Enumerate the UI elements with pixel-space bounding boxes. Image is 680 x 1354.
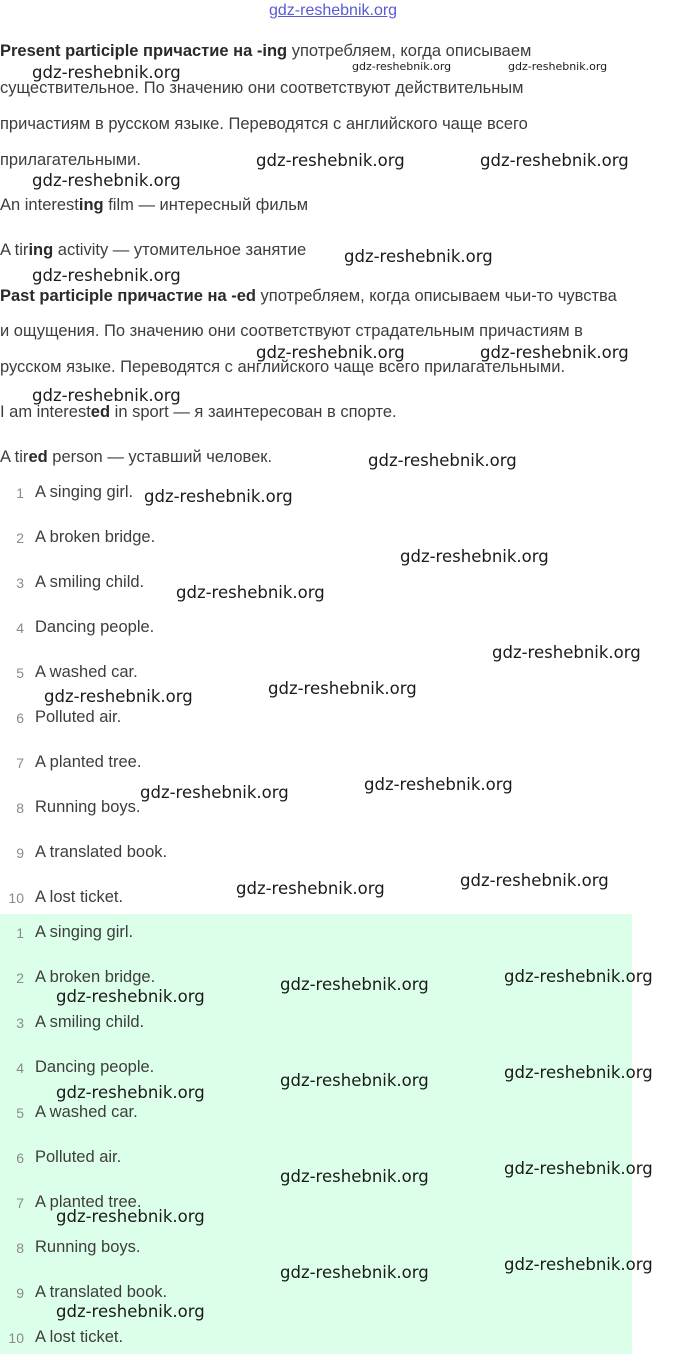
item-text: Running boys. (35, 798, 141, 816)
example-suffix: ing (78, 196, 104, 214)
item-number: 4 (16, 620, 24, 636)
watermark: gdz-reshebnik.org (504, 1255, 653, 1274)
present-line-3: причастиям в русском языке. Переводятся с английского чаще всего (0, 115, 528, 133)
item-text: A lost ticket. (35, 1328, 124, 1346)
item-text: A washed car. (35, 1103, 138, 1121)
item-number: 2 (16, 970, 24, 986)
example-text: I am interest (0, 403, 91, 421)
example-suffix: ed (28, 448, 48, 466)
item-text: Running boys. (35, 1238, 141, 1256)
item-number: 8 (16, 1240, 24, 1256)
past-heading: Past participle причастие на -ed (0, 287, 256, 305)
item-number: 6 (16, 710, 24, 726)
watermark: gdz-reshebnik.org (32, 171, 181, 190)
watermark: gdz-reshebnik.org (56, 1083, 205, 1102)
past-participle-intro (0, 287, 617, 306)
watermark: gdz-reshebnik.org (144, 487, 293, 506)
item-number: 9 (16, 845, 24, 861)
watermark: gdz-reshebnik.org (280, 1263, 429, 1282)
example-suffix: ing (28, 241, 54, 259)
item-text: Polluted air. (35, 1148, 122, 1166)
item-number: 6 (16, 1150, 24, 1166)
item-number: 7 (16, 1195, 24, 1211)
item-text: A broken bridge. (35, 968, 156, 986)
item-number: 1 (16, 925, 24, 941)
watermark: gdz-reshebnik.org (256, 151, 405, 170)
watermark: gdz-reshebnik.org (364, 775, 513, 794)
watermark: gdz-reshebnik.org (280, 1167, 429, 1186)
item-text: Polluted air. (35, 708, 122, 726)
watermark: gdz-reshebnik.org (140, 783, 289, 802)
item-text: A smiling child. (35, 573, 145, 591)
watermark: gdz-reshebnik.org (400, 547, 549, 566)
watermark: gdz-reshebnik.org (32, 63, 181, 82)
item-number: 4 (16, 1060, 24, 1076)
watermark: gdz-reshebnik.org (236, 879, 385, 898)
watermark: gdz-reshebnik.org (504, 1063, 653, 1082)
item-text: A lost ticket. (35, 888, 124, 906)
watermark: gdz-reshebnik.org (280, 975, 429, 994)
past-example-2 (0, 448, 272, 467)
past-intro-text: употребляем, когда описываем чьи-то чувства (255, 287, 617, 305)
example-text: An interest (0, 196, 79, 214)
item-number: 9 (16, 1285, 24, 1301)
item-text: A singing girl. (35, 923, 134, 941)
item-number: 3 (16, 1015, 24, 1031)
past-line-2: и ощущения. По значению они соответствуют страдательным причастиям в (0, 322, 583, 340)
example-text: activity — утомительное занятие (53, 241, 307, 259)
watermark: gdz-reshebnik.org (268, 679, 417, 698)
item-text: A smiling child. (35, 1013, 145, 1031)
example-text: A tir (0, 241, 29, 259)
watermark: gdz-reshebnik.org (508, 60, 608, 73)
site-link[interactable]: gdz-reshebnik.org (269, 2, 398, 19)
watermark: gdz-reshebnik.org (368, 451, 517, 470)
item-text: A washed car. (35, 663, 138, 681)
item-text: Dancing people. (35, 1058, 155, 1076)
item-number: 10 (8, 1330, 24, 1346)
item-number: 5 (16, 665, 24, 681)
past-line-3: русском языке. Переводятся с английского чаще всего прилагательными. (0, 358, 566, 376)
watermark: gdz-reshebnik.org (256, 343, 405, 362)
watermark: gdz-reshebnik.org (492, 643, 641, 662)
watermark: gdz-reshebnik.org (56, 987, 205, 1006)
item-number: 1 (16, 485, 24, 501)
past-example-1 (0, 403, 397, 422)
item-text: A planted tree. (35, 753, 142, 771)
watermark: gdz-reshebnik.org (344, 247, 493, 266)
item-number: 10 (8, 890, 24, 906)
watermark: gdz-reshebnik.org (480, 151, 629, 170)
watermark: gdz-reshebnik.org (352, 60, 452, 73)
present-example-2 (0, 241, 306, 260)
item-text: A singing girl. (35, 483, 134, 501)
present-participle-intro (0, 42, 531, 61)
watermark: gdz-reshebnik.org (176, 583, 325, 602)
item-text: A translated book. (35, 843, 168, 861)
watermark: gdz-reshebnik.org (56, 1302, 205, 1321)
item-text: A translated book. (35, 1283, 168, 1301)
present-heading: Present participle причастие на -ing (0, 42, 288, 60)
item-number: 3 (16, 575, 24, 591)
watermark: gdz-reshebnik.org (460, 871, 609, 890)
watermark: gdz-reshebnik.org (280, 1071, 429, 1090)
watermark: gdz-reshebnik.org (56, 1207, 205, 1226)
watermark: gdz-reshebnik.org (44, 687, 193, 706)
present-example-1 (0, 196, 308, 215)
watermark: gdz-reshebnik.org (32, 386, 181, 405)
watermark: gdz-reshebnik.org (504, 1159, 653, 1178)
item-text: A planted tree. (35, 1193, 142, 1211)
present-line-4: прилагательными. (0, 151, 141, 169)
example-text: in sport — я заинтересован в спорте. (110, 403, 397, 421)
item-number: 5 (16, 1105, 24, 1121)
watermark: gdz-reshebnik.org (480, 343, 629, 362)
present-line-2: существительное. По значению они соответствуют действительным (0, 79, 524, 97)
item-text: A broken bridge. (35, 528, 156, 546)
watermark: gdz-reshebnik.org (504, 967, 653, 986)
example-text: person — уставший человек. (47, 448, 273, 466)
item-number: 2 (16, 530, 24, 546)
example-suffix: ed (90, 403, 111, 421)
present-intro-text: употребляем, когда описываем (287, 42, 532, 60)
item-number: 8 (16, 800, 24, 816)
item-text: Dancing people. (35, 618, 155, 636)
example-text: A tir (0, 448, 29, 466)
example-text: film — интересный фильм (103, 196, 309, 214)
watermark: gdz-reshebnik.org (32, 266, 181, 285)
item-number: 7 (16, 755, 24, 771)
